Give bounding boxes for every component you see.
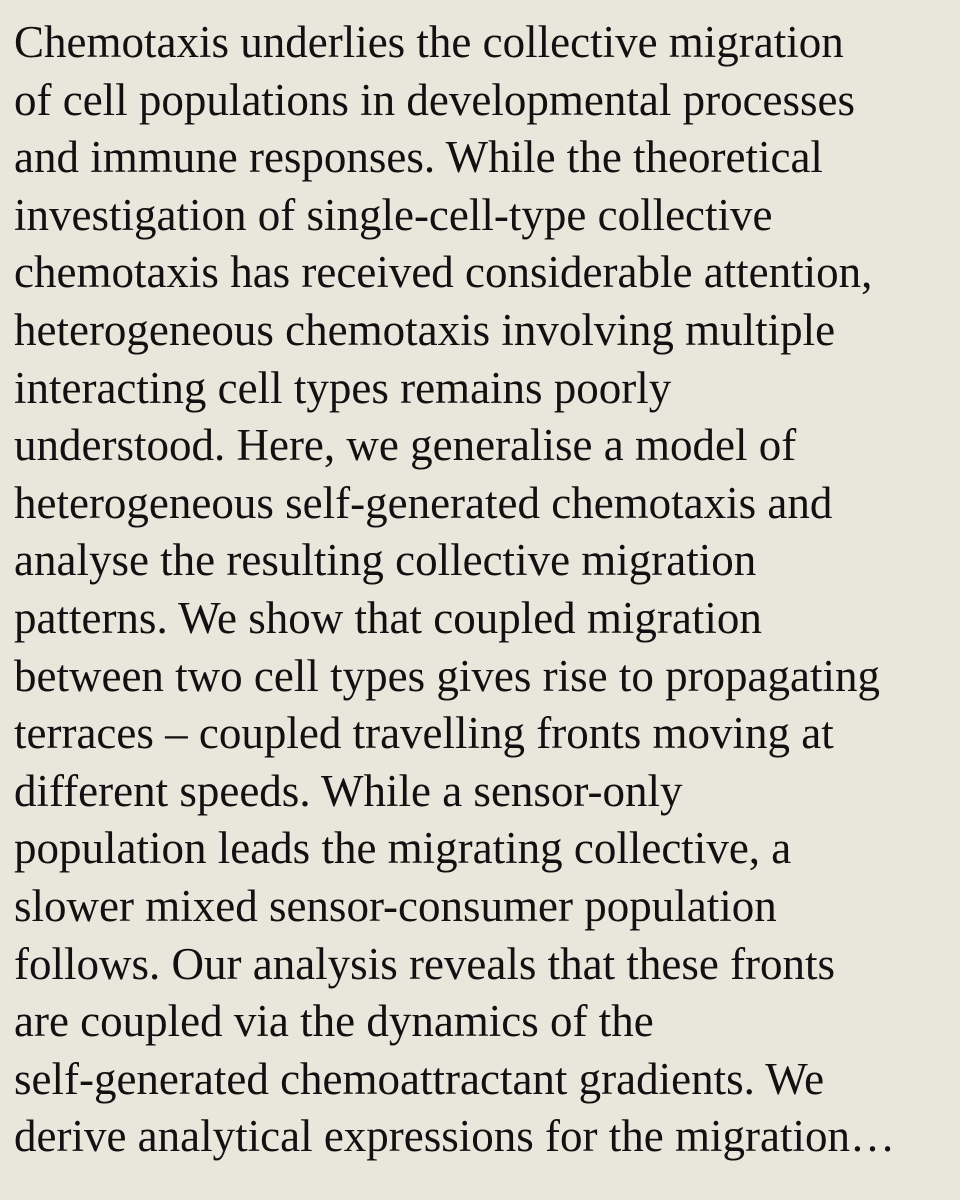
text-line: self-generated chemoattractant gradients. We [14, 1053, 825, 1104]
text-line: investigation of single-cell-type collective [14, 189, 773, 240]
text-line: chemotaxis has received considerable attention, [14, 247, 873, 298]
text-line: of cell populations in developmental processes [14, 74, 856, 125]
text-line: heterogeneous self-generated chemotaxis and [14, 477, 833, 528]
text-line: slower mixed sensor-consumer population [14, 880, 777, 931]
text-line: population leads the migrating collective, a [14, 823, 792, 874]
text-line: follows. Our analysis reveals that these fronts [14, 938, 836, 989]
text-line: analyse the resulting collective migration [14, 535, 757, 586]
text-line: between two cell types gives rise to propagating [14, 650, 881, 701]
text-line: Chemotaxis underlies the collective migration [14, 17, 844, 67]
text-line: different speeds. While a sensor-only [14, 765, 683, 816]
text-line: and immune responses. While the theoretical [14, 132, 823, 183]
text-line: derive analytical expressions for the migration… [14, 1111, 895, 1162]
text-line: are coupled via the dynamics of the [14, 996, 654, 1047]
text-line: heterogeneous chemotaxis involving multiple [14, 304, 836, 355]
text-line: patterns. We show that coupled migration [14, 592, 762, 643]
abstract-text [14, 14, 950, 1166]
text-line: terraces – coupled travelling fronts moving at [14, 708, 834, 759]
text-line: interacting cell types remains poorly [14, 362, 672, 413]
text-line: understood. Here, we generalise a model of [14, 420, 797, 471]
